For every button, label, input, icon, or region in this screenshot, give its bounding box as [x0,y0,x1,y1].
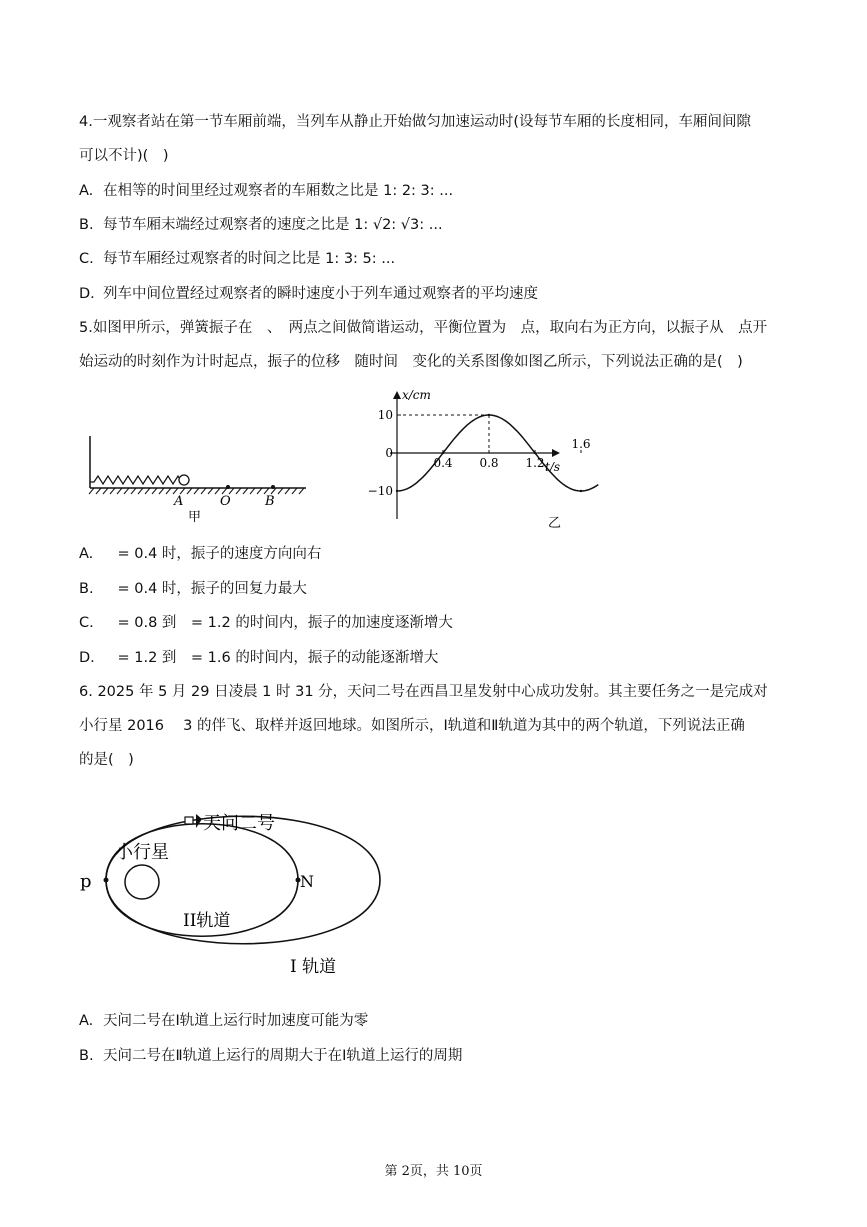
option-letter: B. [79,581,94,597]
q6-stem-line1: 6. 2025 年 5 月 29 日凌晨 1 时 31 分，天问二号在西昌卫星发射中心成功发射。其主要任务之一是完成对 [79,684,768,700]
point-o-dot [226,485,230,489]
option-letter: C. [79,251,94,267]
option-text: 在相等的时间里经过观察者的车厢数之比是 1: 2: 3: ... [103,183,454,199]
spring [90,476,181,484]
option-letter: A. [79,1013,94,1029]
q4-option-c [79,249,395,269]
page-footer: 第 2页，共 10页 [384,1164,483,1179]
orbit-figure [75,795,395,985]
spring-oscillator-figure [80,430,320,530]
x-tick-label: 0.8 [479,456,499,470]
q4-option-d [79,284,538,304]
data-point [580,490,582,492]
option-letter: A. [79,546,94,562]
option-letter: D. [79,650,95,666]
y-tick-label: −10 [367,484,393,498]
label-b: B [265,494,275,509]
point-n-label: N [300,872,314,891]
y-tick-label: 10 [377,408,393,422]
x-tick-label: 1.2 [525,456,545,470]
option-letter: B. [79,217,94,233]
q5-option-c [79,613,453,633]
option-letter: B. [79,1048,94,1064]
q6-stem-line2: 小行星 2016 3 的伴飞、取样并返回地球。如图所示，Ⅰ轨道和Ⅱ轨道为其中的两个轨道，下列说法正确 [79,718,745,734]
point-p-label: p [80,871,92,892]
option-text: = 1.2 到 = 1.6 的时间内，振子的动能逐渐增大 [103,650,439,666]
q4-stem-line1: 4.一观察者站在第一节车厢前端，当列车从静止开始做匀加速运动时(设每节车厢的长度相同，车厢间间隙 [79,114,751,130]
point-b-dot [271,485,275,489]
q6-option-a [79,1011,368,1031]
label-o: O [220,494,231,509]
option-letter: C. [79,615,94,631]
option-letter: A. [79,183,94,199]
x-axis-label: t/s [545,460,561,474]
asteroid-label: 小行星 [115,842,169,863]
q4-option-b [79,215,443,235]
y-axis-arrow-icon [393,391,401,399]
option-text: 每节车厢末端经过观察者的速度之比是 1: √2: √3: ... [103,217,443,233]
oscillator-ball [179,475,189,485]
option-letter: D. [79,286,95,302]
point-p-dot [104,878,109,883]
q5-option-d [79,648,438,668]
q5-option-b [79,579,307,599]
probe-label: 天问二号 [203,813,275,834]
orbit-two-label: II轨道 [183,911,231,931]
q5-stem-line1: 5.如图甲所示，弹簧振子在 、 两点之间做简谐运动，平衡位置为 点，取向右为正方向，以振子从 点开 [79,320,768,336]
asteroid [125,865,159,899]
q6-stem-line3: 的是( ) [79,752,134,768]
displacement-time-chart [360,383,591,533]
x-tick-label: 1.6 [571,437,591,451]
option-text: 列车中间位置经过观察者的瞬时速度小于列车通过观察者的平均速度 [103,286,538,302]
caption-yi: 乙 [548,516,562,531]
option-text: 每节车厢经过观察者的时间之比是 1: 3: 5: ... [103,251,396,267]
q4-option-a [79,181,453,201]
option-text: 天问二号在Ⅱ轨道上运行的周期大于在Ⅰ轨道上运行的周期 [103,1048,463,1064]
y-tick-label: 0 [385,446,393,460]
q4-stem-line2: 可以不计)( ) [79,148,169,164]
caption-jia: 甲 [188,510,202,525]
x-axis-arrow-icon [552,449,560,457]
orbit-one-label: I 轨道 [290,957,337,977]
option-text: 天问二号在Ⅰ轨道上运行时加速度可能为零 [103,1013,369,1029]
y-axis-label: x/cm [402,388,431,402]
option-text: = 0.4 时，振子的速度方向向右 [103,546,322,562]
q5-stem-line2: 始运动的时刻作为计时起点，振子的位移 随时间 变化的关系图像如图乙所示，下列说法正确的是( ) [79,354,743,370]
option-text: = 0.8 到 = 1.2 的时间内，振子的加速度逐渐增大 [103,615,453,631]
q6-option-b [79,1046,462,1066]
x-tick-label: 0.4 [433,456,453,470]
label-a: A [174,494,184,509]
probe-icon [185,814,202,828]
q5-option-a [79,544,321,564]
option-text: = 0.4 时，振子的回复力最大 [103,581,307,597]
